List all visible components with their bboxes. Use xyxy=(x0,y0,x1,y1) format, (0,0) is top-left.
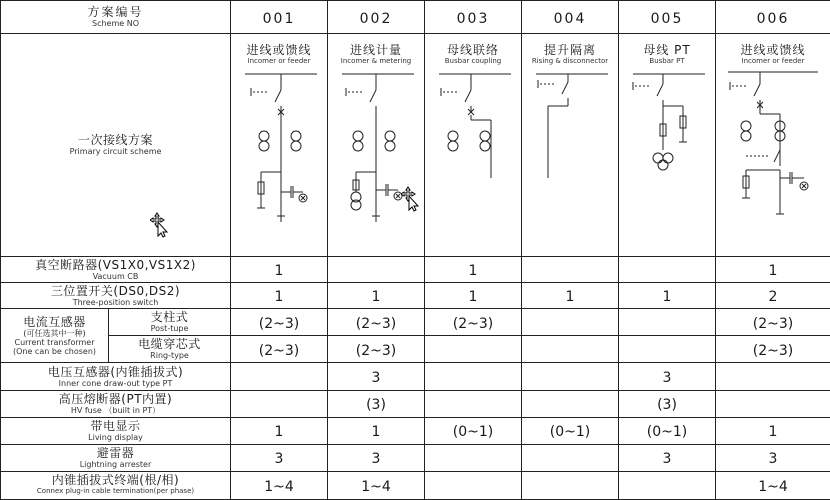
scheme-no-value: 002 xyxy=(359,10,393,27)
cell-value xyxy=(522,257,619,283)
diagram-title-en: Busbar PT xyxy=(649,57,685,66)
value-text: 3 xyxy=(768,451,778,468)
row-label-zh: 真空断路器(VS1X0,VS1X2) xyxy=(35,257,196,272)
value-text: 1 xyxy=(371,424,381,441)
scheme-no-value: 001 xyxy=(262,10,296,27)
cell-value xyxy=(231,363,328,390)
cell-value xyxy=(619,417,716,444)
cell-value xyxy=(231,257,328,283)
single-line-diagram-006 xyxy=(716,66,830,242)
ct-post-label-zh: 支柱式 xyxy=(150,310,189,325)
row-label-zh: 电压互感器(内锥插拔式) xyxy=(47,364,184,379)
primary-scheme-row xyxy=(1,34,830,257)
value-text: 1 xyxy=(468,289,478,306)
scheme-no-006 xyxy=(716,1,830,34)
row-lightning-arrester xyxy=(1,444,830,471)
single-line-diagram-003 xyxy=(425,66,522,242)
row-label-en: HV fuse （built in PT） xyxy=(70,405,161,415)
ct-post-label xyxy=(109,309,231,336)
cell-value xyxy=(522,309,619,336)
row-ct-post xyxy=(1,309,830,336)
diagram-title-zh: 进线计量 xyxy=(350,43,403,58)
value-text: 1 xyxy=(274,424,284,441)
diagram-title xyxy=(522,34,618,66)
value-text: 3 xyxy=(274,451,284,468)
cell-value xyxy=(328,390,425,417)
single-line-diagram-004 xyxy=(522,66,619,242)
cell-value xyxy=(328,309,425,336)
row-voltage-transformer xyxy=(1,363,830,390)
row-living-display xyxy=(1,417,830,444)
cell-value xyxy=(425,471,522,499)
row-label-zh: 内锥插拔式终端(根/相) xyxy=(51,473,180,488)
diagram-cell-003 xyxy=(425,34,522,257)
row-label-zh: 高压熔断器(PT内置) xyxy=(58,391,173,406)
cell-value xyxy=(619,363,716,390)
single-line-diagram-001 xyxy=(231,66,328,242)
cell-value xyxy=(231,444,328,471)
scheme-no-label-en: Scheme NO xyxy=(92,19,140,29)
ct-label-zh: 电流互感器 xyxy=(23,314,86,329)
diagram-title-zh: 母线 PT xyxy=(643,43,691,58)
ct-label-zh2: (可任选其中一种) xyxy=(23,328,86,338)
value-text: (0~1) xyxy=(646,424,688,441)
cell-value xyxy=(425,336,522,363)
value-text: 1 xyxy=(768,424,778,441)
cell-value xyxy=(425,390,522,417)
row-label-zh: 带电显示 xyxy=(90,418,141,433)
single-line-diagram-002 xyxy=(328,66,425,242)
cell-value xyxy=(619,336,716,363)
cell-value xyxy=(716,336,830,363)
value-text: 3 xyxy=(662,370,672,386)
scheme-no-001 xyxy=(231,1,328,34)
cell-value xyxy=(619,444,716,471)
cell-value xyxy=(328,471,425,499)
value-text: 1~4 xyxy=(264,478,294,495)
value-text: (2~3) xyxy=(355,315,397,332)
cell-value xyxy=(231,390,328,417)
cell-value xyxy=(328,444,425,471)
value-text: 1 xyxy=(274,263,284,280)
cell-value xyxy=(716,444,830,471)
cell-value xyxy=(328,336,425,363)
ct-label-en2: (One can be chosen) xyxy=(12,346,97,356)
diagram-cell-004 xyxy=(522,34,619,257)
header-row xyxy=(1,1,830,34)
scheme-no-value: 006 xyxy=(756,10,790,27)
value-text: 3 xyxy=(371,370,381,386)
cell-value xyxy=(522,336,619,363)
value-text: 1 xyxy=(371,289,381,306)
scheme-no-003 xyxy=(425,1,522,34)
scheme-no-002 xyxy=(328,1,425,34)
diagram-title xyxy=(716,34,830,66)
value-text: (2~3) xyxy=(258,342,300,359)
row-label-zh: 三位置开关(DS0,DS2) xyxy=(50,283,181,298)
row-hv-fuse xyxy=(1,390,830,417)
row-vacuum-cb xyxy=(1,257,830,283)
value-text: (2~3) xyxy=(752,315,794,332)
row-label-en: Inner cone draw-out type PT xyxy=(58,378,173,388)
diagram-title-en: Incomer or feeder xyxy=(741,57,805,66)
cell-value xyxy=(231,336,328,363)
cell-value xyxy=(619,257,716,283)
cell-value xyxy=(425,363,522,390)
ct-ring-label xyxy=(109,336,231,363)
value-text: 2 xyxy=(768,289,778,306)
cell-value xyxy=(231,309,328,336)
diagram-title xyxy=(619,34,715,66)
row-label-en: Vacuum CB xyxy=(92,271,139,281)
value-text: (3) xyxy=(657,397,677,414)
value-text: (2~3) xyxy=(752,342,794,359)
cell-value xyxy=(231,283,328,309)
ct-post-label-en: Post-tupe xyxy=(150,324,189,334)
cell-value xyxy=(522,390,619,417)
row-label xyxy=(1,363,231,390)
row-ct-ring xyxy=(1,336,830,363)
diagram-title xyxy=(328,34,424,66)
diagram-cell-001 xyxy=(231,34,328,257)
diagram-title-en: Busbar coupling xyxy=(444,57,502,66)
cell-value xyxy=(328,257,425,283)
value-text: 1 xyxy=(468,263,478,280)
value-text: (3) xyxy=(366,397,386,414)
ct-label xyxy=(1,309,109,363)
value-text: (0~1) xyxy=(549,424,591,441)
diagram-title xyxy=(231,34,327,66)
diagram-title-zh: 进线或馈线 xyxy=(740,43,806,58)
cell-value xyxy=(716,309,830,336)
ct-label-en: Current transformer xyxy=(14,337,95,347)
primary-scheme-label xyxy=(1,34,231,257)
cell-value xyxy=(716,257,830,283)
cell-value xyxy=(619,283,716,309)
cell-value xyxy=(522,283,619,309)
primary-scheme-label-zh: 一次接线方案 xyxy=(78,133,154,148)
value-text: (0~1) xyxy=(452,424,494,441)
row-label-en: Living display xyxy=(88,432,143,442)
cell-value xyxy=(328,417,425,444)
row-label-en: Three-position switch xyxy=(72,297,159,307)
row-label-zh: 避雷器 xyxy=(96,445,135,460)
single-line-diagram-005 xyxy=(619,66,716,242)
diagram-title-zh: 提升隔离 xyxy=(544,43,597,58)
row-label xyxy=(1,444,231,471)
cell-value xyxy=(522,417,619,444)
cell-value xyxy=(425,417,522,444)
value-text: 1 xyxy=(662,289,672,306)
row-label xyxy=(1,471,231,499)
cell-value xyxy=(716,417,830,444)
ct-ring-label-zh: 电缆穿芯式 xyxy=(138,337,201,352)
cell-value xyxy=(619,390,716,417)
cell-value xyxy=(716,363,830,390)
primary-scheme-label-en: Primary circuit scheme xyxy=(69,147,162,157)
cell-value xyxy=(231,417,328,444)
cell-value xyxy=(716,390,830,417)
row-label-en: Connex plug-in cable termination(per phase) xyxy=(36,487,195,496)
row-label xyxy=(1,390,231,417)
diagram-title-en: Incomer & metering xyxy=(340,57,412,66)
value-text: (2~3) xyxy=(355,342,397,359)
cell-value xyxy=(231,471,328,499)
cell-value xyxy=(716,283,830,309)
cell-value xyxy=(716,471,830,499)
cell-value xyxy=(328,363,425,390)
row-label xyxy=(1,257,231,283)
cell-value xyxy=(425,283,522,309)
diagram-title xyxy=(425,34,521,66)
cell-value xyxy=(425,257,522,283)
cell-value xyxy=(425,444,522,471)
scheme-no-label xyxy=(1,1,231,34)
cell-value xyxy=(522,444,619,471)
scheme-no-value: 003 xyxy=(456,10,490,27)
diagram-title-zh: 母线联络 xyxy=(447,43,500,58)
value-text: 3 xyxy=(662,451,672,468)
value-text: (2~3) xyxy=(258,315,300,332)
scheme-no-value: 005 xyxy=(650,10,684,27)
value-text: (2~3) xyxy=(452,315,494,332)
value-text: 1 xyxy=(565,289,575,306)
diagram-title-en: Rising & disconnector xyxy=(531,57,609,66)
row-three-position-switch xyxy=(1,283,830,309)
value-text: 1~4 xyxy=(361,478,391,495)
diagram-cell-002 xyxy=(328,34,425,257)
row-label xyxy=(1,417,231,444)
value-text: 1 xyxy=(768,263,778,280)
scheme-no-value: 004 xyxy=(553,10,587,27)
diagram-cell-005 xyxy=(619,34,716,257)
scheme-no-004 xyxy=(522,1,619,34)
scheme-no-005 xyxy=(619,1,716,34)
row-connex-termination xyxy=(1,471,830,499)
cell-value xyxy=(619,309,716,336)
diagram-title-zh: 进线或馈线 xyxy=(246,43,312,58)
row-label-en: Lightning arrester xyxy=(79,459,152,469)
cell-value xyxy=(522,471,619,499)
cell-value xyxy=(425,309,522,336)
diagram-cell-006 xyxy=(716,34,830,257)
cell-value xyxy=(619,471,716,499)
diagram-title-en: Incomer or feeder xyxy=(247,57,311,66)
ct-ring-label-en: Ring-type xyxy=(150,351,189,361)
cell-value xyxy=(328,283,425,309)
row-label xyxy=(1,283,231,309)
value-text: 3 xyxy=(371,451,381,468)
cell-value xyxy=(522,363,619,390)
scheme-no-label-zh: 方案编号 xyxy=(87,5,144,20)
value-text: 1~4 xyxy=(758,478,788,495)
value-text: 1 xyxy=(274,289,284,306)
